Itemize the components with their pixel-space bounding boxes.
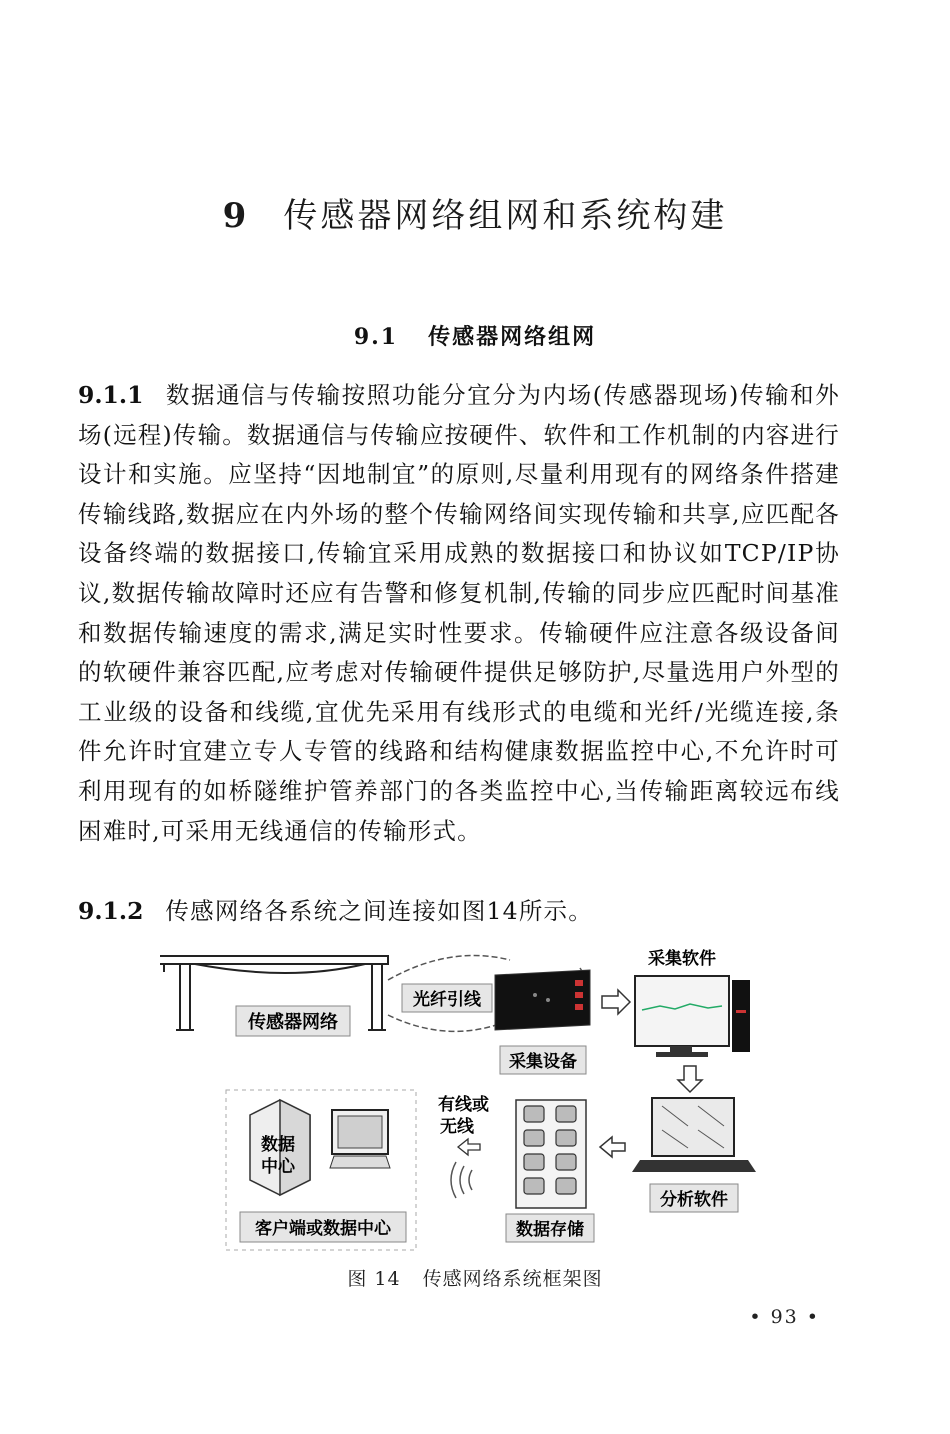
- data-storage-label-box: [506, 1214, 594, 1242]
- section-title-text: 传感器网络组网: [428, 324, 597, 350]
- clause-9-1-1: [78, 376, 840, 851]
- figure-caption: [0, 1264, 950, 1291]
- acquisition-device-icon: [495, 970, 590, 1030]
- figure-title: 传感网络系统框架图: [422, 1268, 603, 1290]
- analysis-software-label: 分析软件: [660, 1190, 728, 1210]
- wireless-signal-icon: [451, 1162, 472, 1198]
- acquisition-software-computer-icon: [635, 976, 750, 1057]
- chapter-title: [0, 188, 950, 237]
- data-storage-icon: [516, 1100, 586, 1208]
- fiber-lead-label: 光纤引线: [413, 990, 481, 1010]
- wired-wireless-label-line2: 无线: [440, 1117, 474, 1137]
- clause-number: 9.1.2: [78, 897, 144, 925]
- clause-9-1-2: [78, 892, 840, 932]
- figure-number: 图 14: [347, 1268, 401, 1290]
- arrow-left-icon: [600, 1137, 625, 1157]
- client-or-data-center-label: 客户端或数据中心: [255, 1219, 391, 1239]
- wired-wireless-label-line1: 有线或: [438, 1095, 489, 1115]
- data-storage-label: 数据存储: [516, 1220, 584, 1240]
- acquisition-device-label: 采集设备: [509, 1052, 577, 1072]
- page-number: • 93 •: [749, 1306, 820, 1328]
- arrow-down-icon: [678, 1066, 702, 1092]
- fiber-lead-label-box: [402, 984, 492, 1012]
- analysis-software-laptop-icon: [632, 1098, 756, 1172]
- analysis-software-label-box: [650, 1184, 738, 1212]
- arrow-right-icon: [602, 990, 630, 1014]
- acquisition-device-label-box: [500, 1046, 586, 1074]
- clause-text: 数据通信与传输按照功能分宜分为内场(传感器现场)传输和外场(远程)传输。数据通信与传输应按硬件、软件和工作机制的内容进行设计和实施。应坚持“因地制宜”的原则,尽量利用现有的网络条件搭建传输线路,数据应在内外场的整个传输网络间实现传输和共享,应匹配各设备终端的数据接口,传输宜采用成熟的数据接口和协议如TCP/IP协议,数据传输故障时还应有告警和修复机制,传输的同步应匹配时间基准和数据传输速度的需求,满足实时性要求。传输硬件应注意各级设备间的软硬件兼容匹配,应考虑对传输硬件提供足够防护,尽量选用户外型的工业级的设备和线缆,宜优先采用有线形式的电缆和光纤/光缆连接,条件允许时宜建立专人专管的线路和结构健康数据监控中心,不允许时可利用现有的如桥隧维护管养部门的各类监控中心,当传输距离较远布线困难时,可采用无线通信的传输形式。: [78, 381, 840, 845]
- chapter-number: 9: [222, 196, 250, 236]
- system-framework-figure: [150, 940, 800, 1260]
- sensor-network-label-box: [236, 1006, 350, 1036]
- clause-number: 9.1.1: [78, 381, 144, 409]
- client-computer-icon: [330, 1110, 390, 1168]
- section-title: [0, 320, 950, 351]
- data-center-label-line1: 数据: [261, 1135, 295, 1155]
- arrow-left-small-icon: [458, 1139, 480, 1155]
- data-center-icon: [250, 1100, 310, 1195]
- client-label-box: [240, 1212, 406, 1242]
- chapter-title-text: 传感器网络组网和系统构建: [283, 196, 728, 236]
- sensor-network-label: 传感器网络: [248, 1012, 338, 1033]
- section-number: 9.1: [353, 324, 399, 350]
- clause-text: 传感网络各系统之间连接如图14所示。: [165, 897, 593, 925]
- acquisition-software-label: 采集软件: [648, 949, 716, 969]
- data-center-label-line2: 中心: [261, 1157, 295, 1177]
